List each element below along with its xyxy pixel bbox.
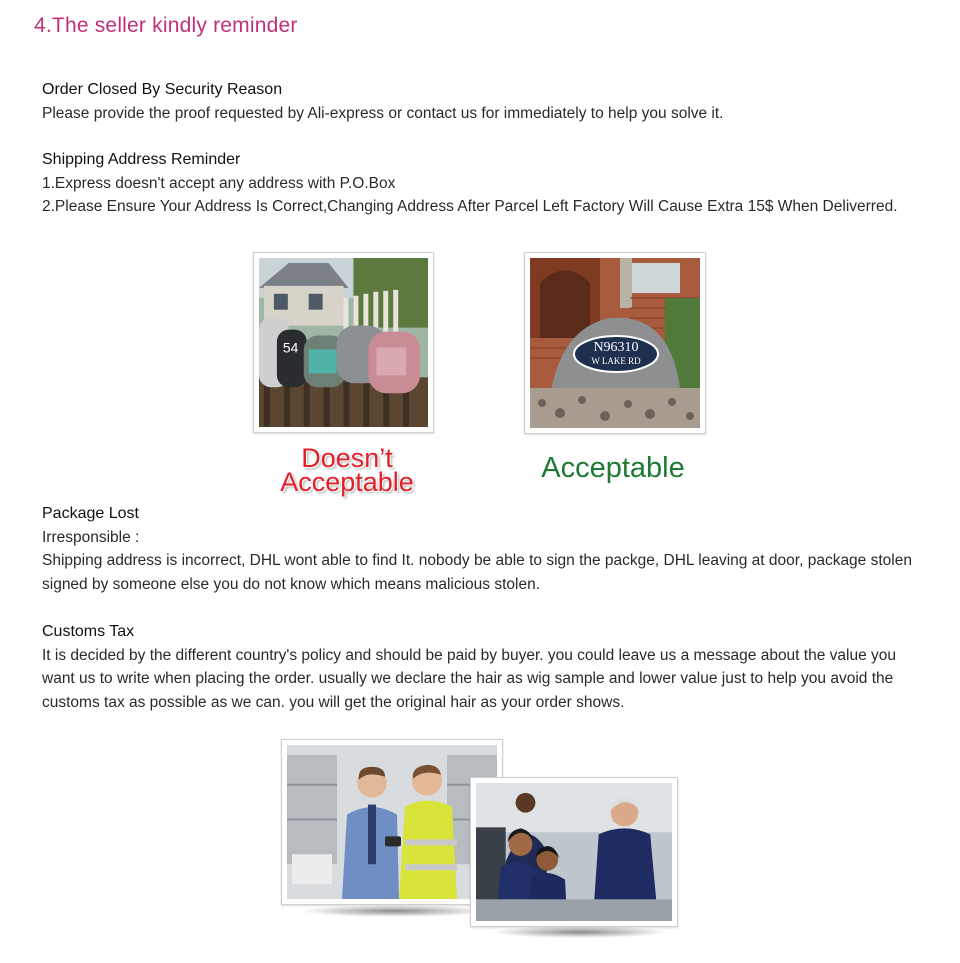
street-address-photo: [524, 252, 706, 434]
acceptable-label: Acceptable: [541, 452, 685, 484]
warehouse-workers-image: [287, 745, 497, 899]
section-heading: 4.The seller kindly reminder: [34, 14, 298, 37]
security-text: Please provide the proof requested by Ali-express or contact us for immediately to help you solve it.: [42, 104, 724, 122]
address-section: [42, 148, 922, 219]
security-section: [42, 78, 922, 125]
warehouse-photo-shadow: [300, 905, 490, 917]
not-acceptable-label: [262, 443, 432, 497]
security-officers-photo: [470, 777, 678, 927]
not-acceptable-line-1: Doesn’t: [301, 443, 393, 473]
address-stone-image: [530, 258, 700, 428]
package-lost-line-1: Irresponsible :: [42, 528, 140, 546]
stone-street: W LAKE RD: [591, 356, 641, 366]
stone-number: N96310: [593, 340, 639, 355]
mailboxes-image: [259, 258, 428, 427]
customs-tax-text: It is decided by the different country's policy and should be paid by buyer. you could leave us a message about the value you want us to write when placing the order. usually we declare the hair as wig sample and lower value just to help you avoid the customs tax as possible as we can. you will get the original hair as your order shows.: [42, 646, 896, 711]
not-acceptable-line-2: Acceptable: [280, 467, 414, 497]
address-title: Shipping Address Reminder: [42, 151, 241, 168]
customs-tax-section: [42, 620, 922, 714]
po-box-photo: [253, 252, 434, 433]
package-lost-line-2: Shipping address is incorrect, DHL wont able to find It. nobody be able to sign the packge, DHL leaving at door, package stolen signed by someone else you do not know which means malicious stolen.: [42, 552, 912, 593]
package-lost-section: [42, 502, 922, 596]
security-title: Order Closed By Security Reason: [42, 81, 283, 98]
officers-image: [476, 783, 672, 921]
package-lost-title: Package Lost: [42, 505, 139, 522]
mailbox-number: 54: [282, 339, 299, 356]
officers-photo-shadow: [490, 926, 670, 938]
address-line-2: 2.Please Ensure Your Address Is Correct,Changing Address After Parcel Left Factory Will Cause Extra 15$ When Deliverred.: [42, 198, 898, 215]
customs-tax-title: Customs Tax: [42, 623, 135, 640]
address-line-1: 1.Express doesn't accept any address with P.O.Box: [42, 174, 396, 192]
